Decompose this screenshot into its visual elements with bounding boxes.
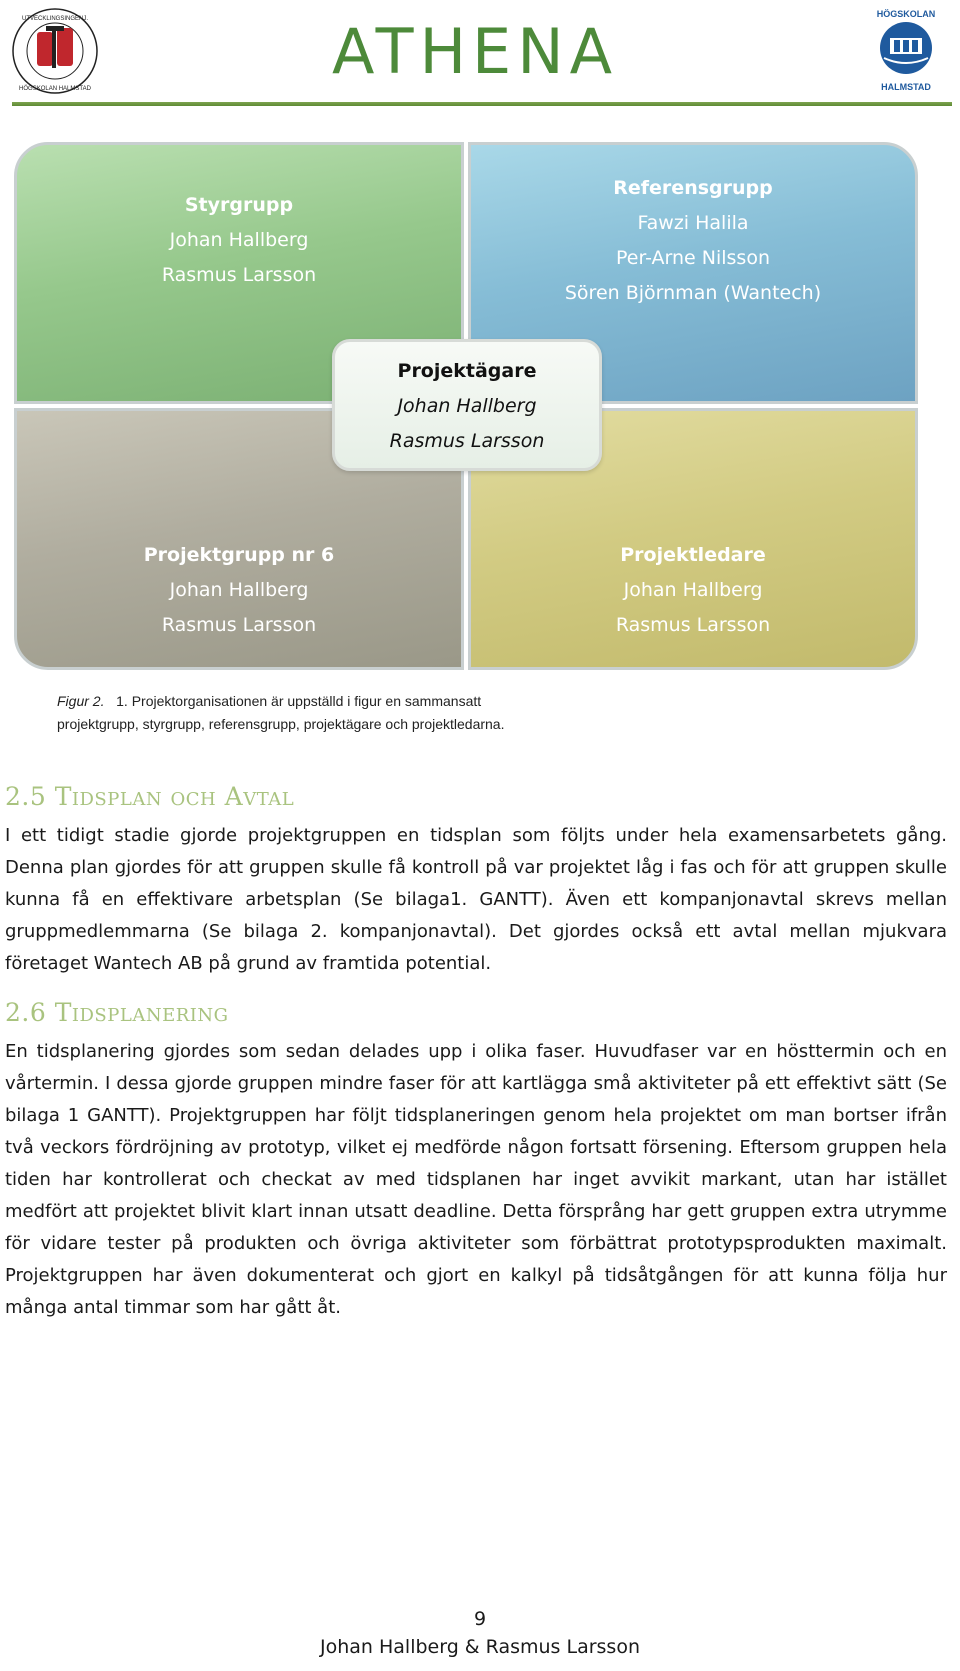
section-paragraph: I ett tidigt stadie gjorde projektgruppen en tidsplan som följts under hela examensarbetets gång. Denna plan gjordes för att gruppen skulle få kontroll på var projektet låg i fas och för att gruppen skulle kunna få en effektivare arbetsplan (Se bilaga1. GANTT). Även ett kompanjonavtal skrevs mellan gruppmedlemmarna (Se bilaga 2. kompanjonavtal). Det gjordes också ett avtal mellan mjukvara företaget Wantech AB på grund av framtida potential.	[5, 825, 947, 974]
caption-label: Figur 2.	[57, 693, 105, 709]
styrgrupp-title: Styrgrupp	[184, 194, 294, 216]
referensgrupp-member: Sören Björnman (Wantech)	[564, 282, 822, 304]
projektgrupp-member: Rasmus Larsson	[161, 614, 317, 636]
styrgrupp-member: Johan Hallberg	[169, 229, 309, 251]
org-chart	[14, 142, 918, 670]
section-paragraph: En tidsplanering gjordes som sedan delades upp i olika faser. Huvudfaser var en hösttermin och en vårtermin. I dessa gjorde gruppen mindre faser för att kartlägga små aktiviteter på ett effektivt sätt (Se bilaga 1 GANTT). Projektgruppen har följt tidsplaneringen genom hela projektet om man bortser ifrån två veckors fördröjning av prototyp, vilket ej medförde någon fortsatt försening. Eftersom gruppen hela tiden har kontrollerat och checkat av med tidsplanen har inget avvikit markant, utan har istället medfört att projektet blivit klart innan utsatt deadline. Detta försprång har gett gruppen extra utrymme för vidare tester på produkten och övriga aktiviteter som förbättrat prototypsprodukten maximalt. Projektgruppen har även dokumenterat och gjort en kalkyl på tidsåtgången för att kunna följa hur många antal timmar som har gått åt.	[5, 1041, 947, 1318]
projektledare-member: Johan Hallberg	[623, 579, 763, 601]
projektagare-member: Rasmus Larsson	[389, 430, 545, 452]
footer-authors: Johan Hallberg & Rasmus Larsson	[320, 1636, 640, 1658]
utvecklingsingenjorerna-logo	[10, 6, 100, 96]
caption-line1: Projektorganisationen är uppställd i figur en sammansatt	[131, 693, 482, 709]
projektgrupp-title: Projektgrupp nr 6	[143, 544, 335, 566]
figure-caption	[57, 690, 617, 736]
referensgrupp-member: Fawzi Halila	[637, 212, 749, 234]
referensgrupp-member: Per-Arne Nilsson	[616, 247, 770, 269]
page-header	[10, 0, 950, 110]
projektledare-member: Rasmus Larsson	[615, 614, 771, 636]
projektagare-member: Johan Hallberg	[397, 395, 537, 417]
svg-text:HALMSTAD: HALMSTAD	[881, 82, 931, 92]
center-projektagare	[332, 339, 602, 471]
svg-text:UTVECKLINGSINGENJ.: UTVECKLINGSINGENJ.	[21, 16, 89, 22]
projektagare-title: Projektägare	[397, 360, 537, 382]
svg-text:HÖGSKOLAN: HÖGSKOLAN	[876, 9, 936, 19]
svg-text:HÖGSKOLAN HALMSTAD: HÖGSKOLAN HALMSTAD	[19, 86, 91, 92]
header-divider	[12, 102, 952, 106]
projektledare-title: Projektledare	[620, 544, 766, 566]
projektgrupp-member: Johan Hallberg	[169, 579, 309, 601]
referensgrupp-title: Referensgrupp	[613, 177, 773, 199]
section-heading: 2.6 Tidsplanering	[5, 998, 229, 1027]
brand-title: ATHENA	[331, 15, 619, 88]
styrgrupp-member: Rasmus Larsson	[161, 264, 317, 286]
page-number: 9	[473, 1608, 487, 1630]
caption-line2: projektgrupp, styrgrupp, referensgrupp, projektägare och projektledarna.	[57, 716, 505, 732]
hogskolan-halmstad-logo	[864, 4, 948, 96]
section-heading: 2.5 Tidsplan och Avtal	[5, 782, 295, 811]
caption-number: 1.	[116, 693, 128, 709]
